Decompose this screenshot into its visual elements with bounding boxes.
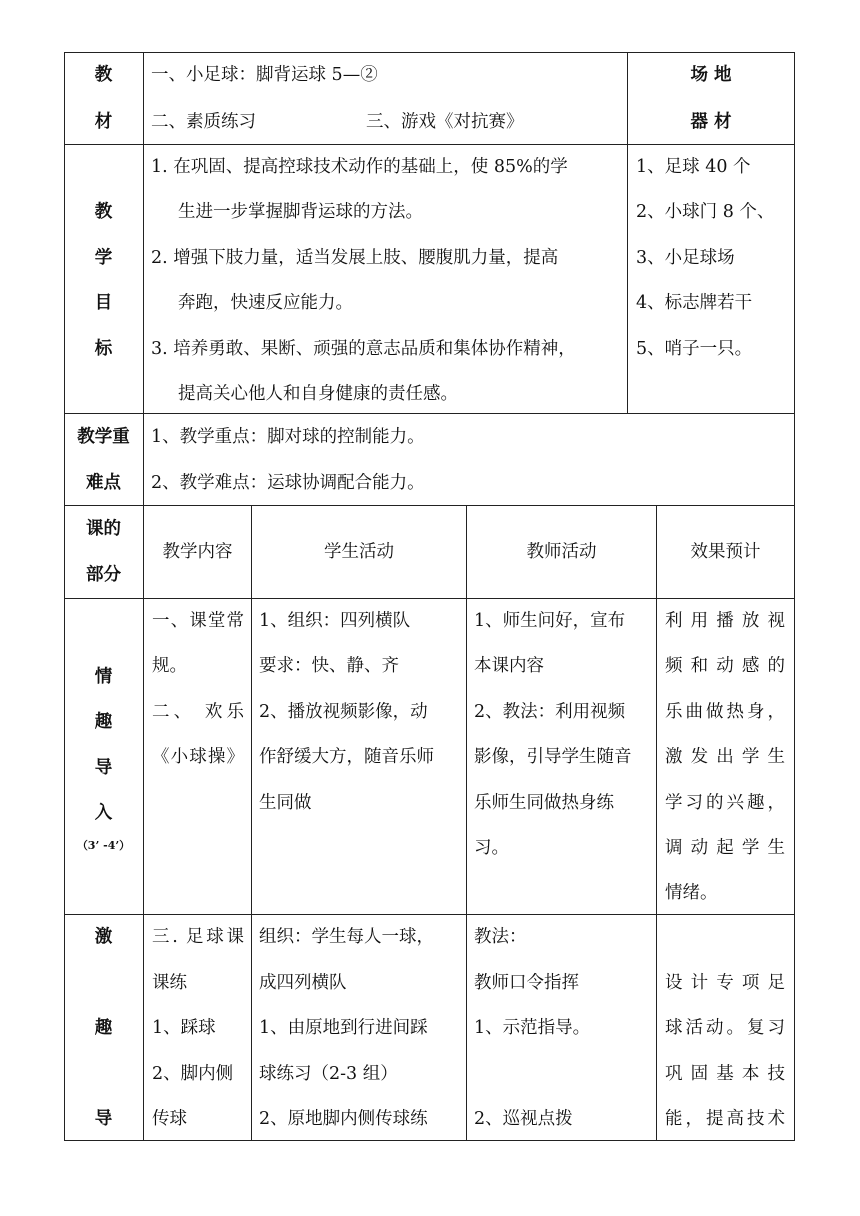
venue-label: 器 材 — [690, 112, 732, 132]
objective-line: 奔跑，快速反应能力。 — [178, 293, 353, 313]
objectives-label: 标 — [94, 339, 113, 359]
objectives-label: 目 — [94, 293, 113, 313]
section-label: 趣 — [94, 1018, 113, 1038]
equipment-item: 3、小足球场 — [636, 248, 735, 268]
content-line: 规。 — [152, 656, 187, 676]
teacher-line: 本课内容 — [474, 656, 544, 676]
content-line: 一、课堂常 — [152, 611, 244, 631]
teacher-line: 教法： — [474, 927, 527, 947]
key-points-label: 难点 — [86, 473, 121, 493]
col-header-teacher: 教师活动 — [526, 542, 597, 562]
col-header-part: 部分 — [86, 565, 121, 585]
student-line: 2、原地脚内侧传球练 — [259, 1109, 428, 1129]
section-time: （3’ -4’） — [76, 839, 131, 852]
effect-line: 情绪。 — [665, 883, 718, 903]
teacher-line: 教师口令指挥 — [474, 973, 579, 993]
teacher-line: 1、示范指导。 — [474, 1018, 591, 1038]
section-label: 情 — [94, 667, 113, 687]
objective-line: 1. 在巩固、提高控球技术动作的基础上，使 85%的学 — [151, 157, 568, 177]
key-points-label: 教学重 — [77, 427, 130, 447]
student-line: 要求：快、静、齐 — [259, 656, 399, 676]
col-header-content: 教学内容 — [162, 542, 233, 562]
student-line: 作舒缓大方，随音乐师 — [259, 747, 434, 767]
student-line: 1、由原地到行进间踩 — [259, 1018, 428, 1038]
effect-line: 利用播放视 — [665, 611, 785, 631]
objectives-label: 教 — [94, 202, 113, 222]
student-line: 成四列横队 — [259, 973, 347, 993]
teacher-line: 2、教法：利用视频 — [474, 702, 626, 722]
key-point-line: 1、教学重点：脚对球的控制能力。 — [151, 427, 425, 447]
col-divider — [656, 505, 657, 1141]
effect-line: 设计专项足 — [665, 973, 785, 993]
section-label: 导 — [94, 758, 113, 778]
objective-line: 2. 增强下肢力量，适当发展上肢、腰腹肌力量，提高 — [151, 248, 559, 268]
section-label: 入 — [94, 803, 113, 823]
effect-line: 激发出学生 — [665, 747, 785, 767]
student-line: 组织：学生每人一球， — [259, 927, 434, 947]
student-line: 1、组织：四列横队 — [259, 611, 411, 631]
row-divider — [64, 598, 795, 599]
content-line: 1、踩球 — [152, 1018, 216, 1038]
row-divider — [64, 505, 795, 506]
teacher-line: 影像，引导学生随音 — [474, 747, 632, 767]
materials-line: 二、素质练习 — [151, 112, 256, 132]
effect-line: 学习的兴趣， — [665, 793, 785, 813]
col-divider — [251, 505, 252, 1141]
equipment-item: 2、小球门 8 个、 — [636, 202, 775, 222]
effect-line: 能，提高技术 — [665, 1109, 785, 1129]
col-header-student: 学生活动 — [324, 542, 394, 562]
objective-line: 生进一步掌握脚背运球的方法。 — [178, 202, 423, 222]
effect-line: 乐曲做热身， — [665, 702, 785, 722]
col-divider — [627, 52, 628, 414]
col-divider — [143, 52, 144, 1141]
key-point-line: 2、教学难点：运球协调配合能力。 — [151, 473, 425, 493]
section-label: 激 — [94, 927, 113, 947]
section-label: 导 — [94, 1109, 113, 1129]
teacher-line: 习。 — [474, 838, 509, 858]
equipment-item: 4、标志牌若干 — [636, 293, 753, 313]
equipment-item: 5、哨子一只。 — [636, 339, 753, 359]
equipment-item: 1、足球 40 个 — [636, 157, 751, 177]
content-line: 《小球操》 — [152, 747, 244, 767]
student-line: 球练习（2-3 组） — [259, 1064, 398, 1084]
teacher-line: 2、巡视点拨 — [474, 1109, 573, 1129]
objectives-label: 学 — [94, 248, 113, 268]
row-divider — [64, 914, 795, 915]
student-line: 生同做 — [259, 793, 312, 813]
content-line: 传球 — [152, 1109, 187, 1129]
table-border-bottom — [64, 1140, 795, 1141]
venue-label: 场 地 — [690, 65, 732, 85]
materials-label: 材 — [94, 112, 113, 132]
student-line: 2、播放视频影像，动 — [259, 702, 428, 722]
materials-line: 一、小足球：脚背运球 5—② — [151, 65, 378, 85]
effect-line: 频和动感的 — [665, 656, 785, 676]
content-line: 三. 足球课 — [152, 927, 244, 947]
objective-line: 提高关心他人和自身健康的责任感。 — [178, 384, 458, 404]
content-line: 2、脚内侧 — [152, 1064, 234, 1084]
col-header-part: 课的 — [86, 519, 121, 539]
row-divider — [64, 413, 795, 414]
teacher-line: 乐师生同做热身练 — [474, 793, 614, 813]
materials-line: 三、游戏《对抗赛》 — [366, 112, 524, 132]
objective-line: 3. 培养勇敢、果断、顽强的意志品质和集体协作精神， — [151, 339, 576, 359]
effect-line: 巩固基本技 — [665, 1064, 785, 1084]
content-line: 课练 — [152, 973, 187, 993]
content-line: 二、 欢乐 — [152, 702, 244, 722]
effect-line: 球活动。复习 — [665, 1018, 785, 1038]
col-header-effect: 效果预计 — [690, 542, 761, 562]
materials-label: 教 — [94, 65, 113, 85]
row-divider — [64, 144, 795, 145]
col-divider — [466, 505, 467, 1141]
section-label: 趣 — [94, 712, 113, 732]
teacher-line: 1、师生问好，宣布 — [474, 611, 626, 631]
table-border-top — [64, 52, 795, 53]
table-border-right — [794, 52, 795, 1141]
effect-line: 调动起学生 — [665, 838, 785, 858]
